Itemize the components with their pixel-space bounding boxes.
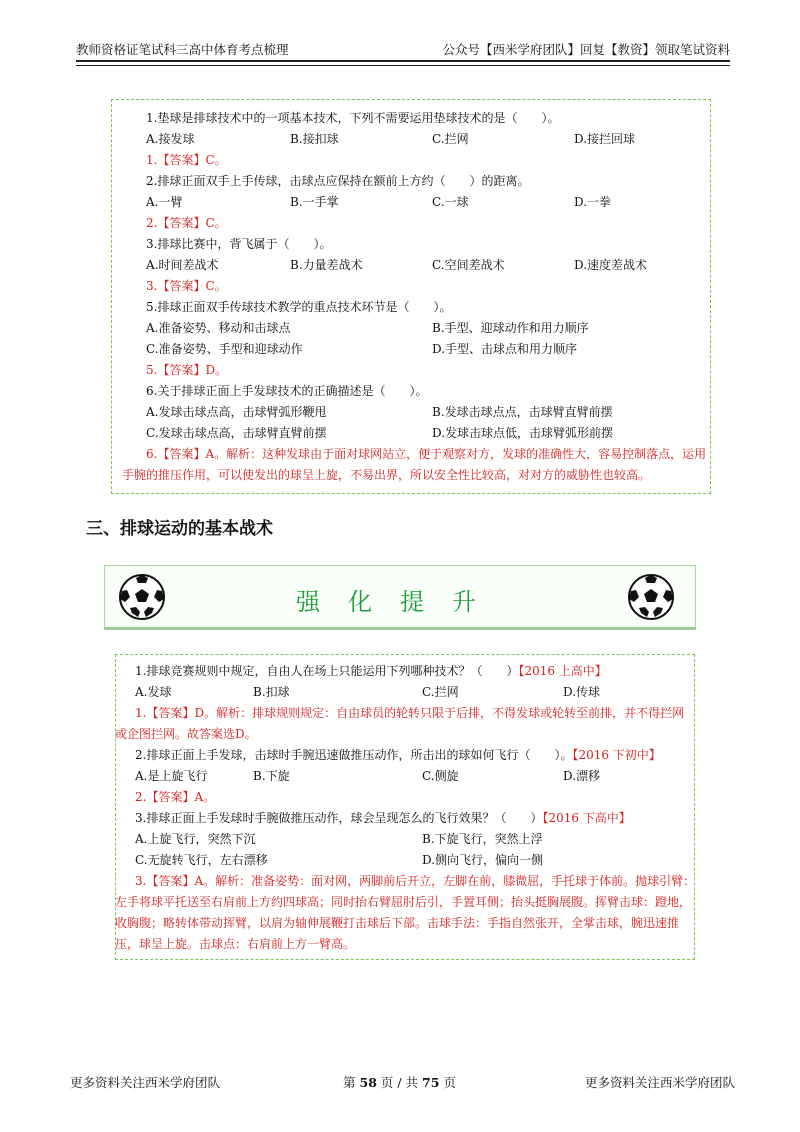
option-b: B.下旋: [253, 769, 290, 783]
answer-1-line-1: 1.【答案】D。解析：排球规则规定：自由球员的轮转只限于后排，不得发球或轮转至前排，并不得拦网: [135, 706, 685, 720]
banner: [104, 565, 696, 630]
option-a: A.是上旋飞行: [135, 769, 208, 783]
answer-6-line-1: 6.【答案】A。解析：这种发球由于面对球网站立，便于观察对方，发球的准确性大，容易控制落点，运用: [146, 447, 707, 461]
option-a: A.上旋飞行，突然下沉: [135, 832, 256, 846]
option-b: B.力量差战术: [290, 258, 363, 272]
question-2: [135, 747, 661, 763]
option-b: B.扣球: [253, 685, 290, 699]
answer-5: 5.【答案】D。: [146, 363, 228, 377]
option-c: C.发球击球点高，击球臂直臂前摆: [146, 426, 327, 440]
option-d: D.一拳: [574, 195, 612, 209]
answer-3-line-3: 收胸腹；略转体带动挥臂，以肩为轴伸展鞭打击球后下部。击球手法：手指自然张开，全掌击球，腕迅速推: [115, 916, 680, 930]
option-a: A.一臂: [146, 195, 183, 209]
question-5: 5.排球正面双手传球技术教学的重点技术环节是（ ）。: [146, 300, 452, 314]
option-c: C.拦网: [422, 685, 459, 699]
soccer-ball-icon: [627, 573, 675, 621]
question-text: 2.排球正面上手发球，击球时手腕迅速做推压动作，所击出的球如何飞行（ ）。: [135, 748, 573, 762]
option-b: B.手型、迎球动作和用力顺序: [432, 321, 589, 335]
option-d: D.手型、击球点和用力顺序: [432, 342, 578, 356]
option-c: C.准备姿势、手型和迎球动作: [146, 342, 303, 356]
option-d: D.侧向飞行，偏向一侧: [422, 853, 544, 867]
question-2: 2.排球正面双手上手传球，击球点应保持在额前上方约（ ）的距离。: [146, 174, 530, 188]
answer-3: 3.【答案】C。: [146, 279, 227, 293]
question-1: [135, 663, 607, 679]
page-separator: 页 / 共: [380, 1075, 419, 1090]
option-d: D.接拦回球: [574, 132, 636, 146]
source-tag: 【2016 下高中】: [542, 811, 631, 825]
header-left-text: 教师资格证笔试科三高中体育考点梳理: [76, 42, 289, 57]
header-rule-thin: [76, 65, 730, 66]
option-a: A.准备姿势、移动和击球点: [146, 321, 291, 335]
question-3: [135, 810, 631, 826]
banner-underline: [104, 627, 696, 630]
answer-2: 2.【答案】C。: [146, 216, 227, 230]
option-d: D.传球: [563, 685, 601, 699]
total-pages: 75: [422, 1075, 440, 1090]
current-page: 58: [359, 1075, 377, 1090]
question-text: 1.排球竞赛规则中规定，自由人在场上只能运用下列哪种技术？（ ）: [135, 664, 519, 678]
question-1: 1.垫球是排球技术中的一项基本技术，下列不需要运用垫球技术的是（ ）。: [146, 111, 560, 125]
footer-left-text: 更多资料关注西米学府团队: [70, 1075, 221, 1090]
option-c: C.空间差战术: [432, 258, 505, 272]
answer-3-line-2: 左手将球平托送至右肩前上方约四球高；同时抬右臂屈肘后引，手置耳侧；抬头挺胸展腹。挥臂击球：蹬地，: [115, 895, 692, 909]
answer-1-line-2: 或企图拦网。故答案选D。: [115, 727, 257, 741]
option-a: A.接发球: [146, 132, 195, 146]
answer-6-line-2: 手腕的推压作用，可以使发出的球呈上旋，不易出界，所以安全性比较高，对对方的威胁性也较高。: [122, 468, 651, 482]
answer-1: 1.【答案】C。: [146, 153, 227, 167]
option-c: C.无旋转飞行，左右漂移: [135, 853, 268, 867]
option-b: B.发球击球点点，击球臂直臂前摆: [432, 405, 613, 419]
option-d: D.发球击球点低，击球臂弧形前摆: [432, 426, 614, 440]
answer-3-line-1: 3.【答案】A。解析：准备姿势：面对网，两脚前后开立，左脚在前，膝微屈，手托球于体前。抛球引臂：: [135, 874, 696, 888]
option-a: A.时间差战术: [146, 258, 219, 272]
option-d: D.速度差战术: [574, 258, 648, 272]
header-right-text: 公众号【西米学府团队】回复【教资】领取笔试资料: [442, 42, 730, 57]
footer-right-text: 更多资料关注西米学府团队: [585, 1075, 736, 1090]
source-tag: 【2016 下初中】: [572, 748, 661, 762]
page-header: [76, 38, 730, 60]
answer-3-line-4: 压，球呈上旋。击球点：右肩前上方一臂高。: [115, 937, 356, 951]
page-suffix: 页: [443, 1075, 456, 1090]
option-a: A.发球击球点高，击球臂弧形鞭甩: [146, 405, 327, 419]
option-c: C.一球: [432, 195, 469, 209]
page-prefix: 第: [343, 1075, 356, 1090]
section-title: 三、排球运动的基本战术: [86, 519, 273, 539]
question-6: 6.关于排球正面上手发球技术的正确描述是（ ）。: [146, 384, 428, 398]
option-c: C.侧旋: [422, 769, 459, 783]
option-d: D.漂移: [563, 769, 601, 783]
option-a: A.发球: [135, 685, 172, 699]
answer-2: 2.【答案】A。: [135, 790, 216, 804]
question-text: 3.排球正面上手发球时手腕做推压动作，球会呈现怎么的飞行效果？（ ）: [135, 811, 543, 825]
option-b: B.接扣球: [290, 132, 339, 146]
banner-title: 强化提升: [296, 588, 504, 616]
option-b: B.一手掌: [290, 195, 339, 209]
option-c: C.拦网: [432, 132, 469, 146]
header-rule-thick: [76, 60, 730, 62]
page-number: [343, 1073, 456, 1091]
source-tag: 【2016 上高中】: [518, 664, 607, 678]
question-3: 3.排球比赛中，背飞属于（ ）。: [146, 237, 332, 251]
option-b: B.下旋飞行，突然上浮: [422, 832, 543, 846]
